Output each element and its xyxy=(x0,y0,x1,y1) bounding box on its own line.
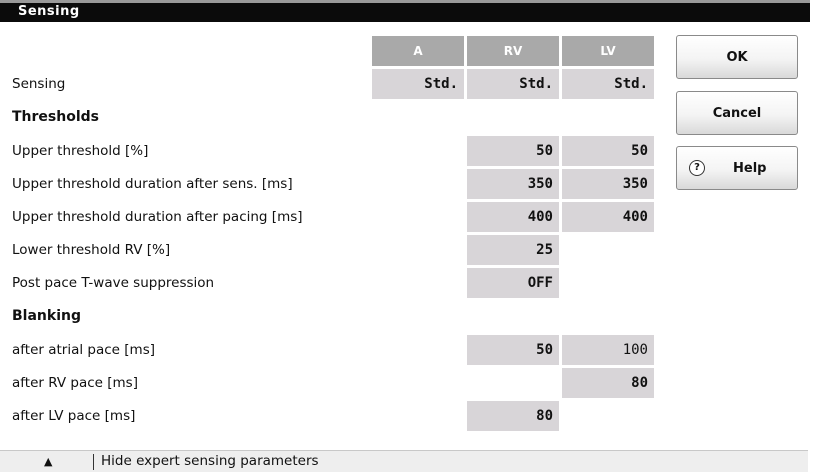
cancel-button-label: Cancel xyxy=(712,106,762,121)
lower-threshold-rv-value[interactable]: 25 xyxy=(467,235,559,265)
after-atrial-pace-lv-value[interactable]: 100 xyxy=(562,335,654,365)
title-bar xyxy=(0,0,810,22)
after-atrial-pace-rv-value[interactable]: 50 xyxy=(467,335,559,365)
after-lv-pace-rv-value[interactable]: 80 xyxy=(467,401,559,431)
upper-duration-pacing-rv-value[interactable]: 400 xyxy=(467,202,559,232)
blanking-heading: Blanking xyxy=(12,308,81,324)
collapse-arrow-icon[interactable]: ▲ xyxy=(44,455,53,468)
help-button-label: Help xyxy=(733,161,767,176)
ok-button-label: OK xyxy=(726,50,748,65)
after-atrial-pace-label: after atrial pace [ms] xyxy=(12,342,155,358)
post-pace-twave-rv-value[interactable]: OFF xyxy=(467,268,559,298)
column-header-lv: LV xyxy=(562,36,654,66)
ok-button[interactable] xyxy=(676,35,798,79)
help-icon: ? xyxy=(689,160,705,176)
after-rv-pace-lv-value[interactable]: 80 xyxy=(562,368,654,398)
post-pace-twave-label: Post pace T-wave suppression xyxy=(12,275,215,291)
footer-divider xyxy=(93,454,94,470)
after-lv-pace-label: after LV pace [ms] xyxy=(12,408,136,424)
upper-duration-sens-label: Upper threshold duration after sens. [ms] xyxy=(12,176,293,192)
upper-duration-pacing-lv-value[interactable]: 400 xyxy=(562,202,654,232)
after-rv-pace-label: after RV pace [ms] xyxy=(12,375,138,391)
cancel-button[interactable] xyxy=(676,91,798,135)
sensing-rv-value[interactable]: Std. xyxy=(467,69,559,99)
sensing-a-value[interactable]: Std. xyxy=(372,69,464,99)
help-button[interactable] xyxy=(676,146,798,190)
window-title: Sensing xyxy=(18,4,80,19)
upper-duration-sens-lv-value[interactable]: 350 xyxy=(562,169,654,199)
sensing-label: Sensing xyxy=(12,76,66,92)
upper-threshold-lv-value[interactable]: 50 xyxy=(562,136,654,166)
upper-duration-pacing-label: Upper threshold duration after pacing [ms] xyxy=(12,209,303,225)
thresholds-heading: Thresholds xyxy=(12,109,99,125)
upper-threshold-rv-value[interactable]: 50 xyxy=(467,136,559,166)
column-header-a: A xyxy=(372,36,464,66)
hide-expert-parameters-link[interactable]: Hide expert sensing parameters xyxy=(101,453,319,469)
lower-threshold-rv-label: Lower threshold RV [%] xyxy=(12,242,171,258)
footer-bar xyxy=(0,450,808,472)
sensing-lv-value[interactable]: Std. xyxy=(562,69,654,99)
column-header-rv: RV xyxy=(467,36,559,66)
upper-duration-sens-rv-value[interactable]: 350 xyxy=(467,169,559,199)
upper-threshold-label: Upper threshold [%] xyxy=(12,143,149,159)
